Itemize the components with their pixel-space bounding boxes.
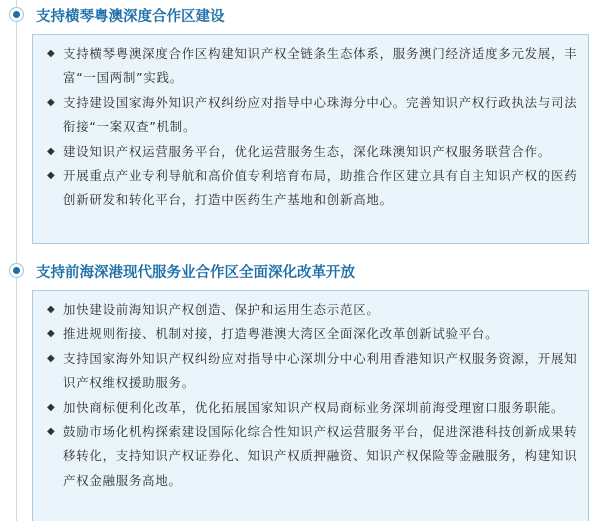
timeline-marker-icon (9, 7, 24, 22)
list-item (45, 322, 578, 346)
diamond-bullet-icon: ◆ (47, 401, 56, 413)
diamond-bullet-icon: ◆ (47, 145, 56, 157)
bullet-list (33, 35, 588, 217)
timeline-line (16, 0, 17, 521)
timeline-marker-icon (9, 263, 24, 278)
list-item (45, 91, 578, 140)
diamond-bullet-icon: ◆ (47, 426, 56, 438)
list-item-text: 建设知识产权运营服务平台，优化运营服务生态，深化珠澳知识产权服务联营合作。 (63, 143, 552, 159)
section-content-box-hengqin (32, 34, 589, 244)
list-item-text: 鼓励市场化机构探索建设国际化综合性知识产权运营服务平台，促进深港科技创新成果转移转化，支持知识产权证券化、知识产权质押融资、知识产权保险等金融服务，构建知识产权金融服务高地。 (63, 424, 578, 488)
list-item (45, 164, 578, 213)
bullet-list (33, 291, 588, 497)
section-heading-hengqin: 支持横琴粤澳深度合作区建设 (36, 9, 225, 25)
section-content-box-qianhai (32, 290, 589, 521)
list-item (45, 140, 578, 164)
list-item (45, 420, 578, 493)
diamond-bullet-icon: ◆ (47, 96, 56, 108)
list-item-text: 加快建设前海知识产权创造、保护和运用生态示范区。 (63, 302, 380, 317)
list-item (45, 347, 578, 396)
diamond-bullet-icon: ◆ (47, 304, 56, 315)
list-item-text: 支持横琴粤澳深度合作区构建知识产权全链条生态体系，服务澳门经济适度多元发展，丰富“一国两制”实践。 (63, 46, 578, 86)
list-item-text: 加快商标便利化改革，优化拓展国家知识产权局商标业务深圳前海受理窗口服务职能。 (63, 399, 565, 415)
list-item (45, 42, 578, 91)
diamond-bullet-icon: ◆ (47, 170, 56, 182)
list-item-text: 推进规则衔接、机制对接，打造粤港澳大湾区全面深化改革创新试验平台。 (63, 326, 499, 342)
section-heading-qianhai: 支持前海深港现代服务业合作区全面深化改革开放 (36, 265, 355, 281)
list-item-text: 开展重点产业专利导航和高价值专利培育布局，助推合作区建立具有自主知识产权的医药创新研发和转化平台，打造中医药生产基地和创新高地。 (63, 168, 578, 208)
list-item-text: 支持建设国家海外知识产权纠纷应对指导中心珠海分中心。完善知识产权行政执法与司法衔接“一案双查”机制。 (63, 94, 578, 135)
diamond-bullet-icon: ◆ (47, 352, 56, 364)
diamond-bullet-icon: ◆ (47, 48, 56, 59)
diamond-bullet-icon: ◆ (47, 328, 56, 340)
list-item (45, 396, 578, 420)
list-item-text: 支持国家海外知识产权纠纷应对指导中心深圳分中心利用香港知识产权服务资源，开展知识产权维权援助服务。 (63, 350, 578, 391)
list-item (45, 298, 578, 322)
